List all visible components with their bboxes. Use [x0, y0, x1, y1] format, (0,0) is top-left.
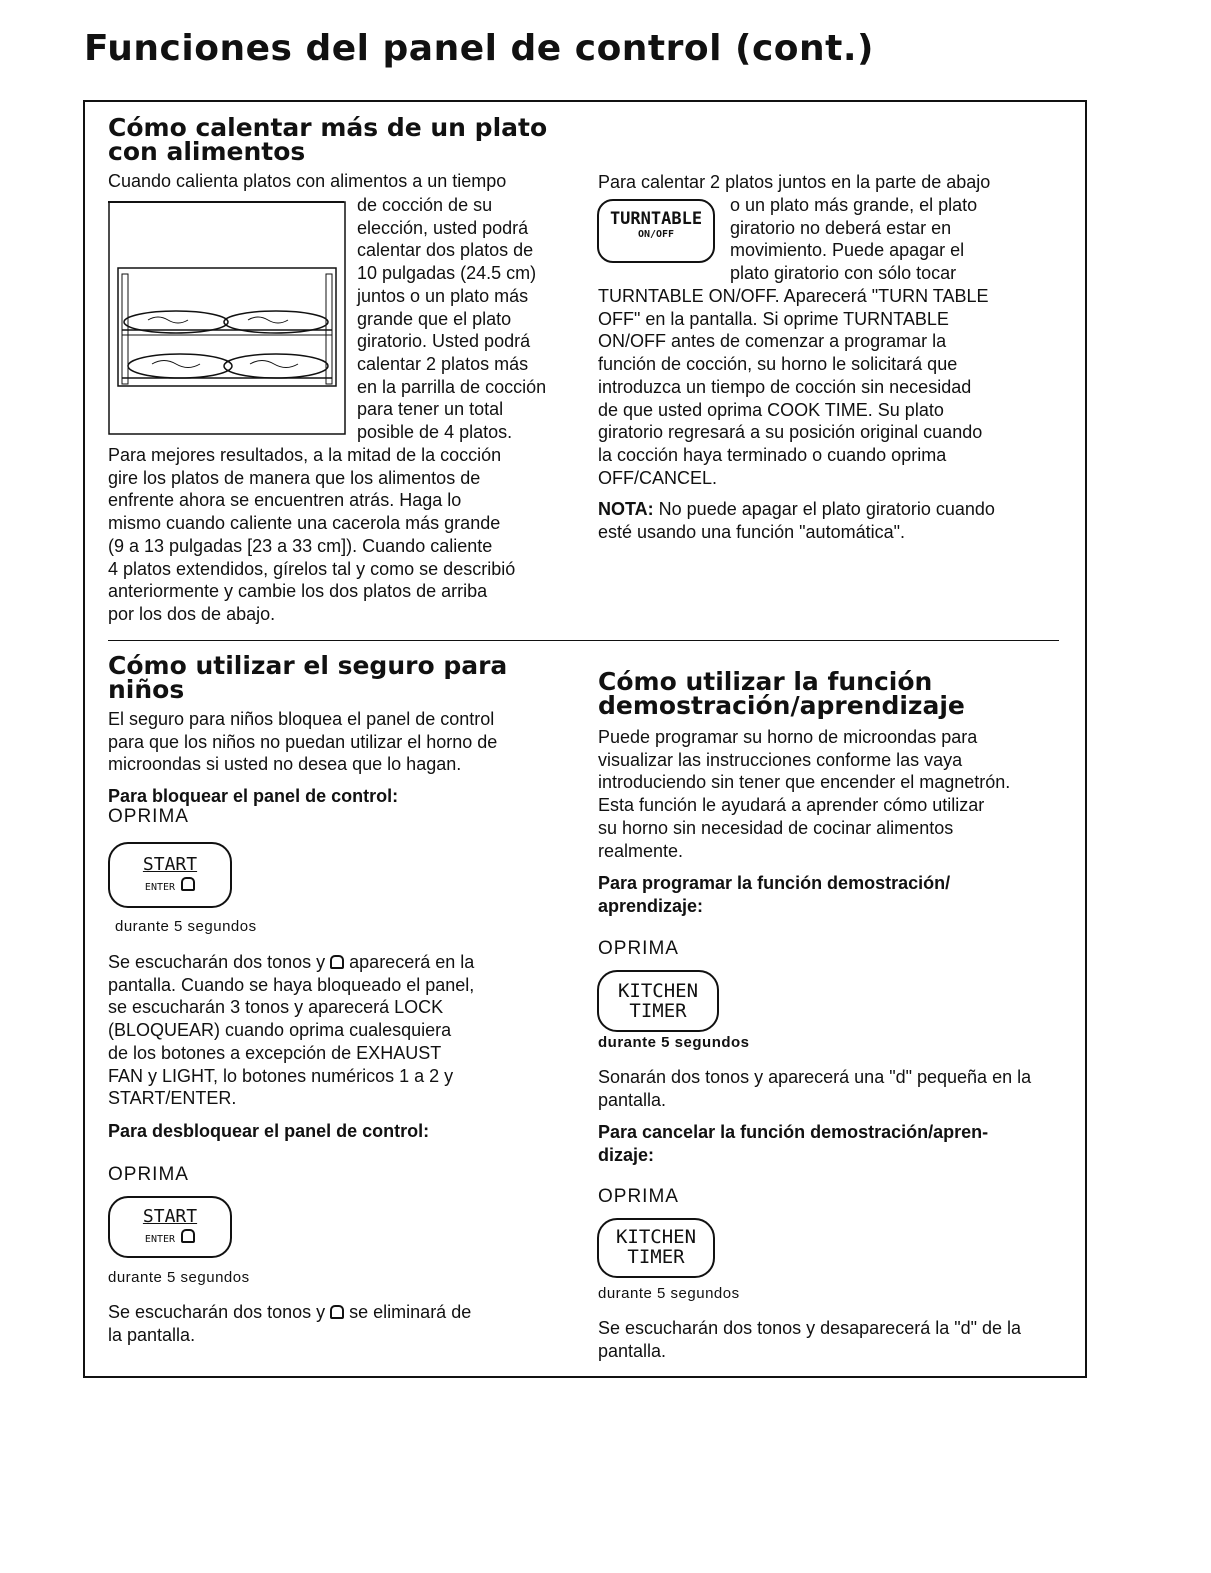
turntable-first: Para calentar 2 platos juntos en la parte de abajo [598, 172, 991, 192]
oprima-label: OPRIMA [598, 938, 679, 959]
side-line: movimiento. Puede apagar el [730, 240, 965, 261]
nota-label: NOTA: [598, 499, 654, 520]
intro-line: visualizar las instrucciones conforme las vaya [598, 749, 963, 770]
key-sublabel: ENTER [144, 882, 176, 893]
kitchen-timer-key-icon [597, 1218, 715, 1278]
key-label: KITCHEN [617, 980, 699, 1002]
body-line: 4 platos extendidos, gírelos tal y como se describió [108, 558, 516, 579]
body-line: función de cocción, su horno le solicitará que [598, 354, 958, 375]
tones-line: se escucharán 3 tonos y aparecerá LOCK [108, 997, 444, 1018]
tones-line: (BLOQUEAR) cuando oprima cualesquiera [108, 1020, 452, 1041]
side-line: calentar dos platos de [357, 240, 534, 261]
side-line: en la parrilla de cocción [357, 376, 547, 397]
side-line: elección, usted podrá [357, 217, 529, 238]
body-line: gire los platos de manera que los alimentos de [108, 467, 481, 488]
tones-line: Se escucharán dos tonos y desaparecerá la "d" de la pantalla. [598, 1318, 1022, 1361]
lock-icon [330, 1305, 344, 1319]
side-line: para tener un total [357, 399, 504, 420]
section-child-lock [108, 651, 578, 808]
page-title: Funciones del panel de control (cont.) [84, 28, 874, 69]
oprima-label: OPRIMA [108, 1164, 189, 1185]
lock-icon [181, 877, 195, 891]
tones-text: Se escucharán dos tonos y [108, 952, 326, 972]
key-sublabel: TIMER [627, 1246, 685, 1268]
tones-line: de los botones a excepción de EXHAUST [108, 1042, 442, 1063]
demo-tones [598, 1066, 1058, 1167]
body-line: TURNTABLE ON/OFF. Aparecerá "TURN TABLE [598, 286, 989, 306]
lock-tones [108, 951, 578, 1143]
program-label: Para programar la función demostración/ aprendizaje: [598, 873, 951, 916]
section-turntable [598, 171, 1068, 194]
side-line: posible de 4 platos. [357, 422, 513, 443]
section-reheat-side [357, 194, 587, 444]
oven-illustration [108, 200, 348, 436]
body-line: enfrente ahora se encuentren atrás. Haga lo [108, 490, 462, 511]
side-line: 10 pulgadas (24.5 cm) [357, 263, 537, 284]
side-line: giratorio no deberá estar en [730, 217, 952, 238]
side-line: juntos o un plato más [357, 285, 529, 306]
body-line: OFF" en la pantalla. Si oprime TURNTABLE [598, 308, 949, 329]
unlock-tones [108, 1301, 578, 1346]
turntable-body [598, 285, 1068, 544]
body-line: por los dos de abajo. [108, 603, 276, 624]
body-line: ON/OFF antes de comenzar a programar la [598, 331, 947, 352]
kitchen-timer-key-icon [597, 970, 719, 1032]
body-line: mismo cuando caliente una cacerola más grande [108, 513, 501, 534]
nota-text: No puede apagar el plato giratorio cuando [653, 499, 995, 520]
intro-line: microondas si usted no desea que lo hagan. [108, 754, 462, 775]
section-heading: Cómo utilizar el seguro para niños [108, 651, 508, 704]
key-sublabel: ENTER [144, 1234, 176, 1245]
key-sublabel: ON/OFF [637, 229, 675, 240]
key-label: START [142, 854, 198, 875]
duration-text: durante 5 segundos [108, 1269, 250, 1286]
body-line: introduzca un tiempo de cocción sin necesidad [598, 376, 972, 397]
side-line: plato giratorio con sólo tocar [730, 263, 957, 284]
intro-line: Puede programar su horno de microondas para [598, 727, 978, 747]
tones-line: FAN y LIGHT, lo botones numéricos 1 a 2 y [108, 1065, 454, 1086]
lock-icon [330, 955, 344, 969]
key-label: TURNTABLE [609, 209, 703, 229]
tones-text: se eliminará de [344, 1302, 472, 1322]
section-demo [598, 667, 1058, 918]
body-line: la cocción haya terminado o cuando oprima [598, 444, 947, 465]
tones-text: Se escucharán dos tonos y [108, 1302, 326, 1322]
tones-line: la pantalla. [108, 1324, 196, 1345]
key-sublabel: TIMER [629, 1000, 687, 1022]
nota [598, 498, 1068, 521]
nota-text: esté usando una función "automática". [598, 522, 905, 543]
section-divider [108, 640, 1059, 641]
intro-line: realmente. [598, 840, 684, 861]
cancel-label: Para cancelar la función demostración/apren-dizaje: [598, 1122, 989, 1166]
body-line: (9 a 13 pulgadas [23 a 33 cm]). Cuando caliente [108, 535, 493, 556]
start-enter-key-icon [108, 842, 232, 908]
tones-line: pantalla. Cuando se haya bloqueado el panel, [108, 974, 475, 995]
key-label: START [142, 1206, 198, 1227]
side-line: giratorio. Usted podrá [357, 331, 531, 352]
body-line: anteriormente y cambie los dos platos de arriba [108, 581, 488, 602]
side-line: de cocción de su [357, 195, 493, 215]
intro-line: para que los niños no puedan utilizar el horno de [108, 731, 498, 752]
tones-line: Sonarán dos tonos y aparecerá una "d" pequeña en la pantalla. [598, 1067, 1032, 1110]
body-line: de que usted oprima COOK TIME. Su plato [598, 399, 944, 420]
intro-line: Esta función le ayudará a aprender cómo utilizar [598, 795, 985, 816]
lock-icon [181, 1229, 195, 1243]
demo-cancel-tones [598, 1317, 1058, 1362]
duration-text: durante 5 segundos [598, 1034, 750, 1051]
key-label: KITCHEN [615, 1226, 697, 1248]
side-line: calentar 2 platos más [357, 353, 529, 374]
section-reheat-body [108, 444, 588, 626]
section-heading: Cómo calentar más de un plato con alimentos [108, 113, 548, 166]
oprima-label: OPRIMA [598, 1186, 679, 1207]
turntable-onoff-key-icon [597, 199, 715, 263]
section-heading: Cómo utilizar la función demostración/aprendizaje [598, 667, 965, 720]
side-line: o un plato más grande, el plato [730, 195, 978, 215]
body-line: Para mejores resultados, a la mitad de la cocción [108, 445, 502, 465]
section-reheat-left [108, 113, 578, 193]
body-line: giratorio regresará a su posición original cuando [598, 422, 983, 443]
intro-line: introduciendo sin tener que encender el magnetrón. [598, 772, 1011, 793]
intro-line: su horno sin necesidad de cocinar alimentos [598, 817, 954, 838]
lock-label: Para bloquear el panel de control: [108, 786, 399, 807]
body-line: OFF/CANCEL. [598, 467, 718, 488]
duration-text: durante 5 segundos [598, 1285, 740, 1302]
duration-text: durante 5 segundos [115, 918, 257, 935]
intro-text: Cuando calienta platos con alimentos a un tiempo [108, 171, 507, 191]
side-line: grande que el plato [357, 308, 512, 329]
tones-line: START/ENTER. [108, 1088, 237, 1109]
start-enter-key-icon [108, 1196, 232, 1258]
unlock-label: Para desbloquear el panel de control: [108, 1120, 430, 1141]
intro-line: El seguro para niños bloquea el panel de control [108, 709, 495, 729]
turntable-side [730, 194, 1060, 285]
tones-text: aparecerá en la [344, 952, 475, 972]
oprima-label: OPRIMA [108, 806, 189, 827]
